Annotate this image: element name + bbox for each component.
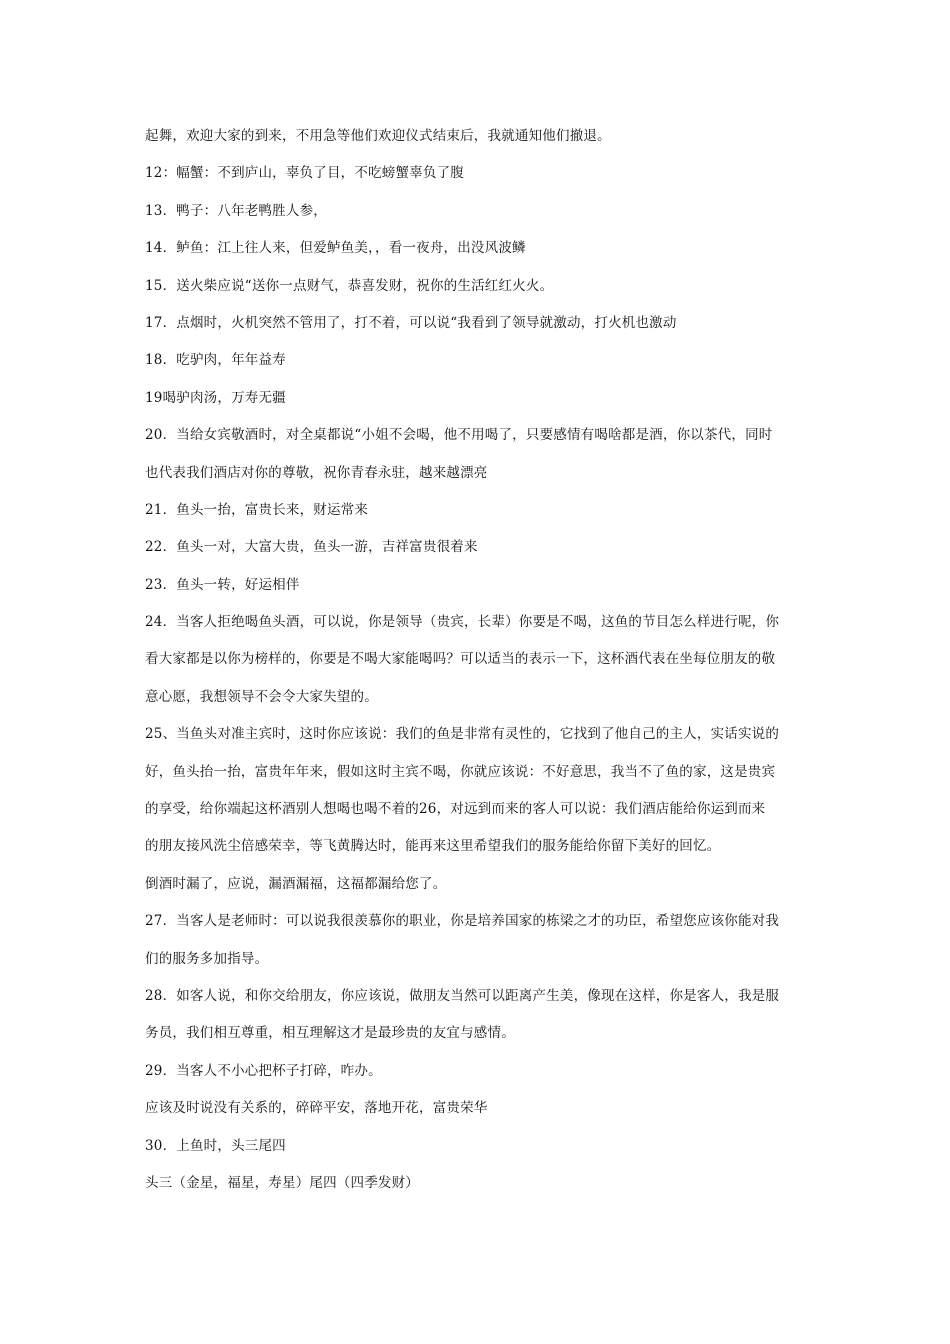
text-line: 17．点烟时，火机突然不管用了，打不着，可以说“我看到了领导就激动，打火机也激动 bbox=[145, 314, 677, 331]
text-line: 28．如客人说，和你交给朋友，你应该说，做朋友当然可以距离产生美，像现在这样，你是客人，我是服 bbox=[145, 987, 780, 1004]
text-line: 起舞，欢迎大家的到来，不用急等他们欢迎仪式结束后，我就通知他们撤退。 bbox=[145, 128, 611, 144]
document-body bbox=[145, 126, 813, 1210]
text-line: 18．吃驴肉，年年益寿 bbox=[145, 352, 286, 369]
text-line: 应该及时说没有关系的，碎碎平安，落地开花，富贵荣华 bbox=[145, 1100, 488, 1117]
text-line: 25、当鱼头对准主宾时，这时你应该说：我们的鱼是非常有灵性的，它找到了他自己的主人，实话实说的 bbox=[145, 726, 780, 743]
text-line: 23．鱼头一转，好运相伴 bbox=[145, 576, 300, 593]
text-line: 13．鸭子：八年老鸭胜人参， bbox=[145, 202, 327, 219]
text-line: 务员，我们相互尊重，相互理解这才是最珍贵的友宜与感情。 bbox=[145, 1025, 515, 1042]
text-line: 30．上鱼时，头三尾四 bbox=[145, 1137, 286, 1154]
text-line: 倒酒时漏了，应说，漏酒漏福，这福都漏给您了。 bbox=[145, 875, 447, 892]
text-line: 12：幅蟹：不到庐山，辜负了目，不吃螃蟹辜负了腹 bbox=[145, 165, 464, 182]
text-line: 们的服务多加指导。 bbox=[145, 950, 269, 967]
text-line: 21．鱼头一抬，富贵长来，财运常来 bbox=[145, 501, 369, 518]
text-line: 29．当客人不小心把杯子打碎，咋办。 bbox=[145, 1062, 382, 1079]
text-line: 20．当给女宾敬酒时，对全桌都说“小姐不会喝，他不用喝了，只要感情有喝啥都是酒，你以茶代，同时 bbox=[145, 427, 773, 444]
text-line: 看大家都是以你为榜样的，你要是不喝大家能喝吗？可以适当的表示一下，这杯酒代表在坐每位朋友的敬 bbox=[145, 651, 776, 668]
text-line: 14．鲈鱼：江上往人来，但爱鲈鱼美，，看一夜舟，出没风波鳞 bbox=[145, 240, 526, 257]
text-line: 15．送火柴应说“送你一点财气，恭喜发财，祝你的生活红红火火。 bbox=[145, 277, 554, 294]
text-line: 的享受，给你端起这杯酒别人想喝也喝不着的26，对远到而来的客人可以说：我们酒店能给你运到而来 bbox=[145, 801, 766, 818]
text-line: 19喝驴肉汤，万寿无疆 bbox=[145, 389, 286, 406]
text-line: 也代表我们酒店对你的尊敬，祝你青春永驻，越来越漂亮 bbox=[145, 464, 488, 481]
text-line: 27．当客人是老师时：可以说我很羡慕你的职业，你是培养国家的栋梁之才的功臣，希望您应该你能对我 bbox=[145, 913, 780, 930]
text-line: 24．当客人拒绝喝鱼头酒，可以说，你是领导（贵宾，长辈）你要是不喝，这鱼的节目怎么样进行呢，你 bbox=[145, 614, 780, 631]
text-line: 的朋友接风洗尘倍感荣幸，等飞黄腾达时，能再来这里希望我们的服务能给你留下美好的回忆。 bbox=[145, 838, 721, 855]
text-line: 好，鱼头抬一抬，富贵年年来，假如这时主宾不喝，你就应该说：不好意思，我当不了鱼的家，这是贵宾 bbox=[145, 763, 776, 780]
text-line: 意心愿，我想领导不会令大家失望的。 bbox=[145, 688, 378, 705]
text-line: 头三（金星，福星，寿星）尾四（四季发财） bbox=[145, 1174, 419, 1191]
text-line: 22．鱼头一对，大富大贵，鱼头一游，吉祥富贵很着来 bbox=[145, 539, 478, 556]
